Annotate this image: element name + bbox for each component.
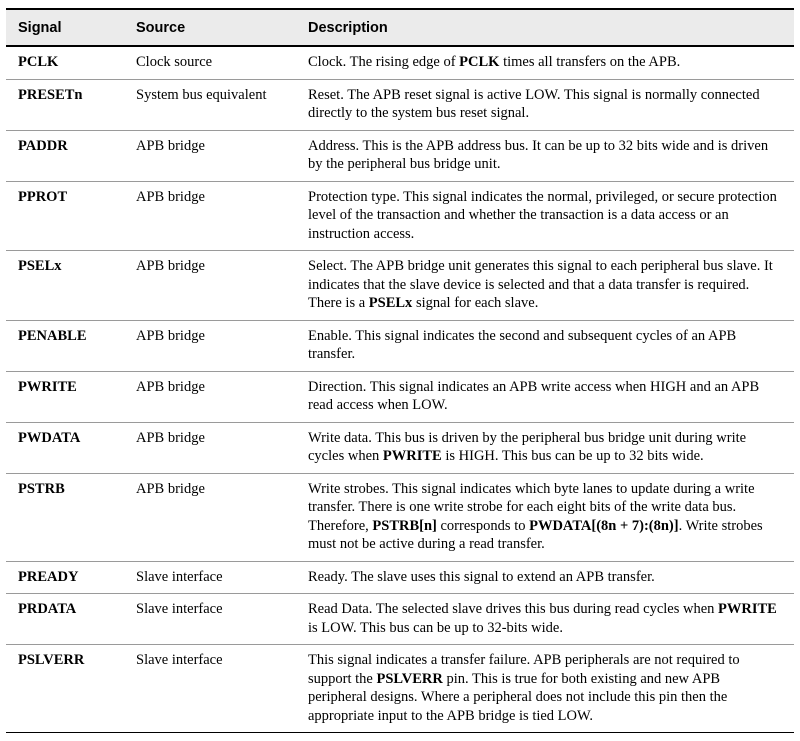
table-row bbox=[6, 594, 794, 645]
source-cell: APB bridge bbox=[124, 130, 296, 181]
description-text: times all transfers on the APB. bbox=[499, 54, 681, 70]
signal-cell: PRESETn bbox=[6, 79, 124, 130]
description-cell bbox=[296, 130, 794, 181]
header-signal: Signal bbox=[6, 9, 124, 46]
description-text: Write strobes. This signal indicates which byte lanes to update during a write transfer. There is one write strobe for each eight bits of the write data bus. Therefore, bbox=[308, 480, 755, 534]
signal-reference: PWDATA[(8n + 7):(8n)] bbox=[529, 517, 679, 534]
table-row bbox=[6, 473, 794, 561]
description-cell bbox=[296, 561, 794, 594]
description-text: Direction. This signal indicates an APB write access when HIGH and an APB read access when LOW. bbox=[308, 378, 760, 413]
description-cell bbox=[296, 371, 794, 422]
signal-cell: PENABLE bbox=[6, 320, 124, 371]
description-text: This signal indicates a transfer failure. APB peripherals are not required to support the bbox=[308, 652, 740, 687]
signal-reference: PSELx bbox=[368, 295, 413, 311]
signal-reference: PSTRB[n] bbox=[372, 517, 437, 534]
source-cell: APB bridge bbox=[124, 473, 296, 561]
description-text: . Write strobes must not be active during a read transfer. bbox=[308, 517, 763, 552]
table-row bbox=[6, 645, 794, 733]
description-text: Clock. The rising edge of bbox=[308, 54, 460, 70]
source-cell: APB bridge bbox=[124, 251, 296, 321]
table-row bbox=[6, 320, 794, 371]
apb-signal-table bbox=[6, 8, 794, 733]
header-description: Description bbox=[296, 9, 794, 46]
signal-cell: PREADY bbox=[6, 561, 124, 594]
description-text: Ready. The slave uses this signal to extend an APB transfer. bbox=[308, 568, 655, 585]
table-row bbox=[6, 46, 794, 79]
header-row bbox=[6, 9, 794, 46]
signal-cell: PWRITE bbox=[6, 371, 124, 422]
description-cell bbox=[296, 645, 794, 733]
description-text: Write data. This bus is driven by the peripheral bus bridge unit during write cycles when bbox=[308, 429, 747, 464]
source-cell: Clock source bbox=[124, 46, 296, 79]
description-cell bbox=[296, 46, 794, 79]
description-cell bbox=[296, 594, 794, 645]
signal-cell: PSELx bbox=[6, 251, 124, 321]
source-cell: Slave interface bbox=[124, 561, 296, 594]
table-row bbox=[6, 422, 794, 473]
source-cell: Slave interface bbox=[124, 594, 296, 645]
description-text: corresponds to bbox=[436, 517, 530, 534]
description-text: pin. This is true for both existing and new APB peripheral designs. Where a peripheral does not include this pin then the appropriate input to the APB bridge is tied LOW. bbox=[308, 670, 728, 724]
description-text: Protection type. This signal indicates the normal, privileged, or secure protection level of the transaction and whether the transaction is a data access or an instruction access. bbox=[308, 188, 777, 242]
source-cell: System bus equivalent bbox=[124, 79, 296, 130]
source-cell: APB bridge bbox=[124, 371, 296, 422]
description-text: Select. The APB bridge unit generates this signal to each peripheral bus slave. It indicates that the slave device is selected and that a data transfer is required. There is a bbox=[308, 258, 773, 311]
description-text: Address. This is the APB address bus. It can be up to 32 bits wide and is driven by the peripheral bus bridge unit. bbox=[308, 137, 769, 172]
signal-reference: PSLVERR bbox=[376, 670, 443, 687]
signal-reference: PWRITE bbox=[718, 601, 777, 617]
table-row bbox=[6, 130, 794, 181]
signal-cell: PCLK bbox=[6, 46, 124, 79]
table-row bbox=[6, 561, 794, 594]
signal-reference: PCLK bbox=[459, 54, 500, 70]
signal-cell: PSLVERR bbox=[6, 645, 124, 733]
table-row bbox=[6, 79, 794, 130]
description-cell bbox=[296, 422, 794, 473]
signal-reference: PWRITE bbox=[382, 448, 442, 464]
table-header bbox=[6, 9, 794, 46]
table-row bbox=[6, 181, 794, 251]
description-text: is LOW. This bus can be up to 32-bits wide. bbox=[308, 619, 563, 636]
description-cell bbox=[296, 251, 794, 321]
signal-cell: PRDATA bbox=[6, 594, 124, 645]
signal-cell: PPROT bbox=[6, 181, 124, 251]
description-text: is HIGH. This bus can be up to 32 bits wide. bbox=[441, 448, 704, 464]
table-row bbox=[6, 251, 794, 321]
signal-cell: PWDATA bbox=[6, 422, 124, 473]
description-text: Enable. This signal indicates the second and subsequent cycles of an APB transfer. bbox=[308, 327, 737, 362]
signal-cell: PADDR bbox=[6, 130, 124, 181]
description-cell bbox=[296, 181, 794, 251]
description-text: Reset. The APB reset signal is active LOW. This signal is normally connected directly to the system bus reset signal. bbox=[308, 86, 760, 121]
source-cell: APB bridge bbox=[124, 181, 296, 251]
signal-cell: PSTRB bbox=[6, 473, 124, 561]
source-cell: APB bridge bbox=[124, 422, 296, 473]
table-body bbox=[6, 46, 794, 733]
description-cell bbox=[296, 320, 794, 371]
header-source: Source bbox=[124, 9, 296, 46]
description-text: signal for each slave. bbox=[412, 295, 539, 311]
source-cell: Slave interface bbox=[124, 645, 296, 733]
description-text: Read Data. The selected slave drives this bus during read cycles when bbox=[308, 601, 719, 617]
source-cell: APB bridge bbox=[124, 320, 296, 371]
table-row bbox=[6, 371, 794, 422]
description-cell bbox=[296, 473, 794, 561]
description-cell bbox=[296, 79, 794, 130]
